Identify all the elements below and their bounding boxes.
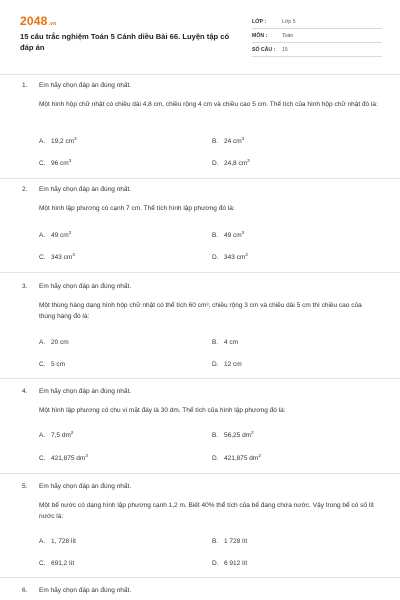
site-logo[interactable]: [20, 14, 56, 28]
option-a[interactable]: A. 20 cm: [39, 339, 69, 346]
question-separator: [0, 272, 400, 273]
meta-subject-value: Toán: [282, 33, 294, 39]
logo-domain: .vn: [48, 21, 57, 27]
meta-class-value: Lớp 5: [282, 19, 296, 25]
header-divider: [0, 74, 400, 75]
question-number: 6.: [22, 587, 28, 594]
meta-subject-row: [252, 30, 382, 43]
meta-count-row: [252, 44, 382, 57]
question-separator: [0, 178, 400, 179]
question-number: 1.: [22, 82, 28, 89]
option-c[interactable]: C. 5 cm: [39, 361, 66, 368]
question-separator: [0, 577, 400, 578]
option-b[interactable]: B. 4 cm: [212, 339, 239, 346]
question-stem: Một hình lập phương có cạnh 7 cm. Thể tích hình lập phương đó là:: [39, 205, 235, 212]
question-stem: Một hình hộp chữ nhật có chiều dài 4,8 cm, chiều rộng 4 cm và chiều cao 5 cm. Thể tích của hình hộp chữ nhật đó là:: [39, 101, 378, 108]
question-prompt: Em hãy chọn đáp án đúng nhất.: [39, 587, 132, 594]
question-prompt: Em hãy chọn đáp án đúng nhất.: [39, 186, 132, 193]
meta-subject-key: MÔN :: [252, 33, 268, 39]
meta-class-key: LỚP :: [252, 19, 267, 25]
option-d[interactable]: D. 6 912 lít: [212, 560, 248, 567]
question-prompt: Em hãy chọn đáp án đúng nhất.: [39, 283, 132, 290]
option-b[interactable]: B. 1 728 lít: [212, 538, 248, 545]
question-prompt: Em hãy chọn đáp án đúng nhất.: [39, 483, 132, 490]
meta-count-value: 15: [282, 47, 288, 53]
option-a[interactable]: A. 1, 728 lít: [39, 538, 76, 545]
option-c[interactable]: C. 343 $cm^3$: [39, 251, 75, 261]
option-a[interactable]: A. 49 $cm^2$: [39, 229, 72, 239]
logo-text: 2048: [20, 14, 48, 28]
question-separator: [0, 473, 400, 474]
meta-count-key: SỐ CÂU :: [252, 47, 276, 53]
question-number: 5.: [22, 483, 28, 490]
meta-class-row: [252, 16, 382, 29]
option-c[interactable]: C. 421,875 $dm^3$: [39, 452, 88, 462]
option-c[interactable]: C. 691,2 lít: [39, 560, 75, 567]
option-d[interactable]: D. 24,8 $cm^3$: [212, 157, 250, 167]
option-b[interactable]: B. 24 $cm^3$: [212, 135, 245, 145]
question-stem: Một thùng hàng dạng hình hộp chữ nhật có thể tích 60 cm³, chiều rộng 3 cm và chiều dài 5 cm thì chiều cao của thùng hàng đó là:: [39, 302, 362, 320]
option-b[interactable]: B. 56,25 $dm^2$: [212, 429, 254, 439]
document-header: [0, 0, 400, 74]
question-prompt: Em hãy chọn đáp án đúng nhất.: [39, 82, 132, 89]
question-separator: [0, 378, 400, 379]
option-d[interactable]: D. 12 cm: [212, 361, 242, 368]
option-c[interactable]: C. 96 $cm^3$: [39, 157, 72, 167]
question-number: 2.: [22, 186, 28, 193]
option-a[interactable]: A. 7,5 $dm^2$: [39, 429, 74, 439]
option-d[interactable]: D. 421,875 $dm^2$: [212, 452, 261, 462]
option-b[interactable]: B. 49 $cm^3$: [212, 229, 245, 239]
option-d[interactable]: D. 343 $cm^2$: [212, 251, 248, 261]
question-stem: Một bể nước có dạng hình lập phương cạnh 1,2 m. Biết 40% thể tích của bể đang chứa nước. Vậy trong bể có số lít nước là:: [39, 502, 374, 520]
document-title: 15 câu trắc nghiệm Toán 5 Cánh diều Bài 66. Luyện tập có đáp án: [20, 32, 230, 52]
question-number: 3.: [22, 283, 28, 290]
option-a[interactable]: A. 19,2 $cm^3$: [39, 135, 77, 145]
question-number: 4.: [22, 388, 28, 395]
question-prompt: Em hãy chọn đáp án đúng nhất.: [39, 388, 132, 395]
question-stem: Một hình lập phương có chu vi mặt đáy là 30 dm. Thể tích của hình lập phương đó là:: [39, 407, 286, 414]
